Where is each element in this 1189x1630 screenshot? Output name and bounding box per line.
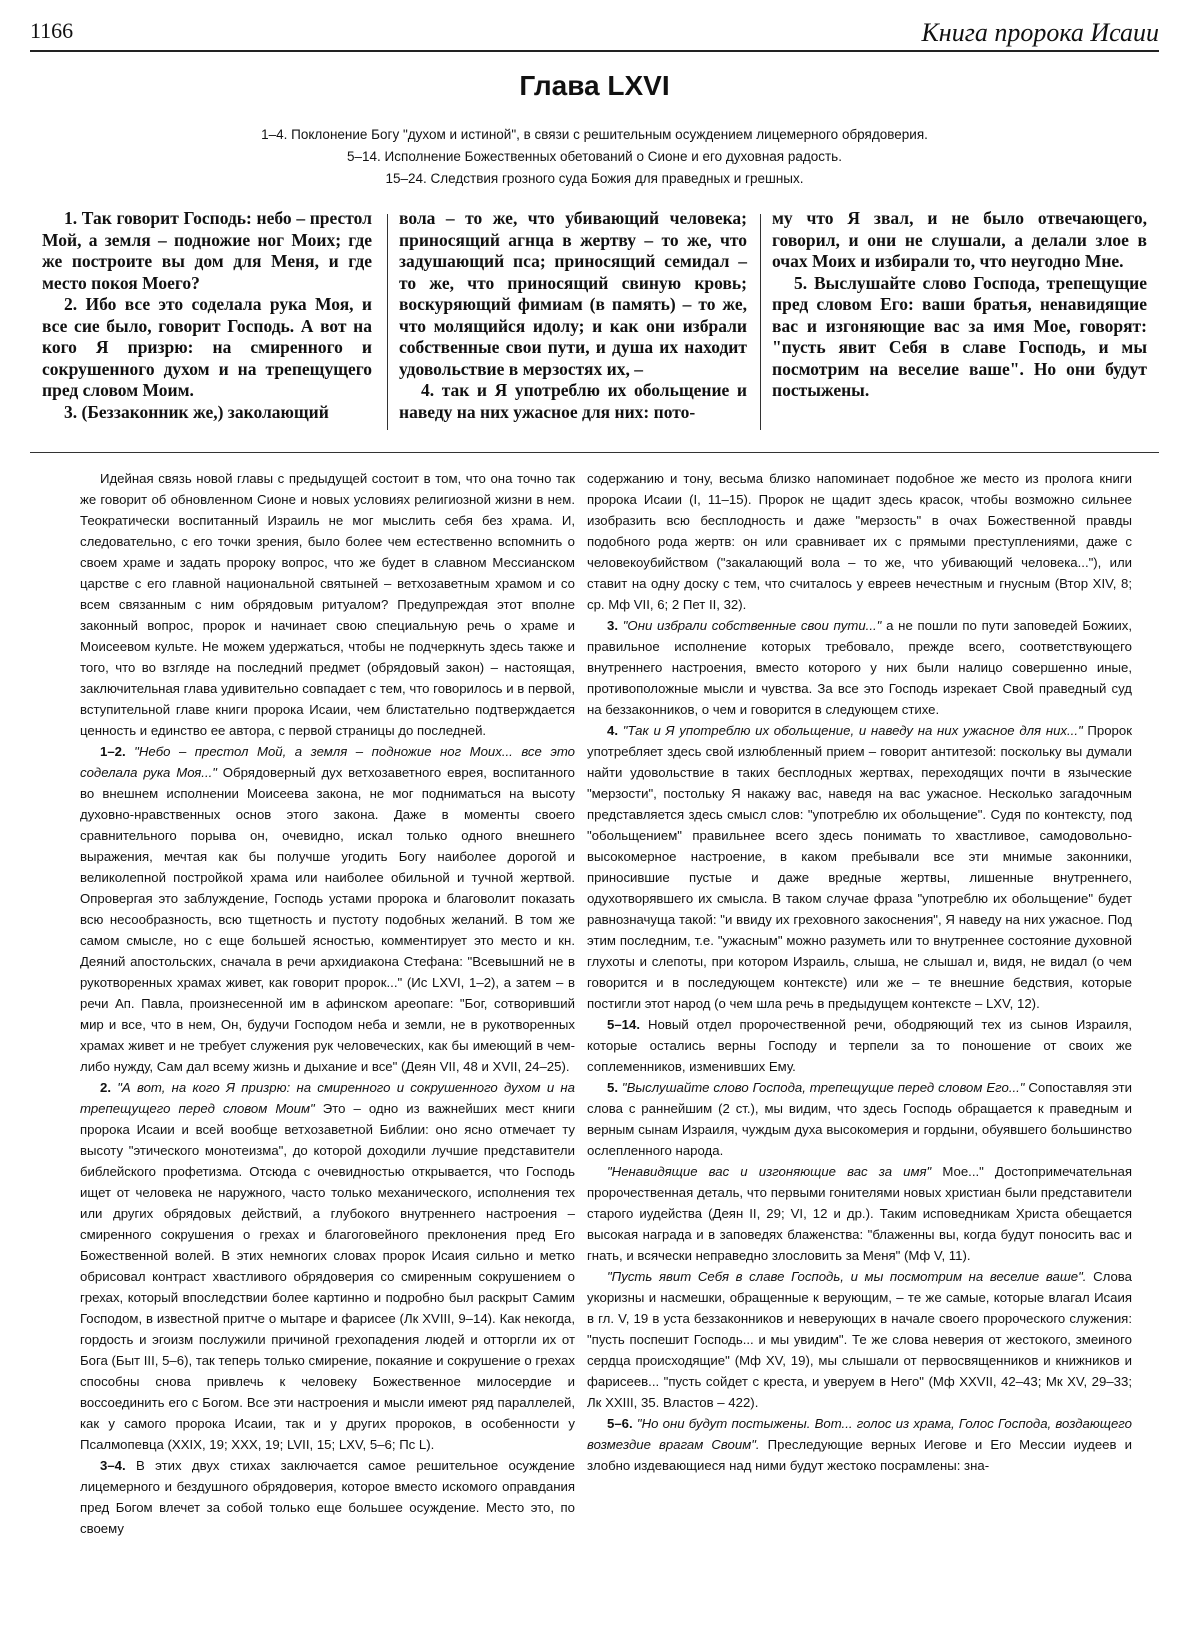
chapter-title: Глава LXVI	[519, 70, 670, 101]
verse-reference: 4.	[607, 723, 618, 738]
commentary-text: Слова укоризны и насмешки, обращенные к верующим, – те же самые, которые влагал Исаия в гл. V, 19 в уста беззаконников и неверующих в начале своего пророческого служения: "пусть поспешит Господь... и мы увидим". Те же слова неверия от жестокого, змеиного сердца происходящие" (Мф XV, 19), мы слышали от первосвященников и книжников и фарисеев... "пусть сойдет с креста, и уверуем в Него" (Мф XXVII, 42–43; Мк XV, 29–33; Лк XXIII, 35. Властов – 422).	[587, 1269, 1132, 1410]
commentary-text: содержанию и тону, весьма близко напоминает подобное же место из пролога книги пророка Исаии (I, 11–15). Пророк не щадит здесь красок, чтобы возможно сильнее изобразить всю бесплодность и даже "мерзость" в очах Божественной правды подобного рода жертв: он или сравнивает их с прямыми преступлениями, даже с человекоубийством ("закалающий вола – то же, что убивающий человека..."), или ставит на одну доску с тем, что считалось у евреев нечестным и гнусным (Втор XIV, 8; ср. Мф VII, 6; 2 Пет II, 32).	[587, 471, 1132, 612]
commentary-text: В этих двух стихах заключается самое решительное осуждение лицемерного и бездушного обрядоверия, которое вместо искомого оправдания пред Богом влечет за собой только еще большее осуждение. Место это, по своему	[80, 1458, 575, 1536]
commentary-paragraph	[587, 720, 1132, 1014]
scripture-quote: "Пусть явит Себя в славе Господь, и мы посмотрим на веселие ваше".	[607, 1269, 1087, 1284]
commentary-column-left	[80, 468, 575, 1539]
commentary-text: Мое..." Достопримечательная пророчественная деталь, что первыми гонителями новых христиан были представители старого иудейства (Деян II, 29; VI, 12 и др.). Таким исповедникам Христа обещается высокая награда и в заповедях блаженства: "блаженны вы, когда будут поносить вас и гнать, и всячески неправедно злословить за Меня" (Мф V, 11).	[587, 1164, 1132, 1263]
section-rule	[30, 452, 1159, 453]
commentary-paragraph	[80, 1077, 575, 1455]
verse-reference: 3.	[607, 618, 618, 633]
verse-paragraph: 3. (Беззаконник же,) заколающий	[64, 401, 329, 422]
commentary-paragraph	[587, 1266, 1132, 1413]
verse-reference: 5–6.	[607, 1416, 633, 1431]
header-rule	[30, 50, 1159, 52]
verse-column-2	[399, 208, 747, 423]
verse-paragraph: вола – то же, что убивающий человека; приносящий агнца в жертву – то же, что задушающий пса; приносящий семидал – то же, что приносящий свиную кровь; воскуряющий фимиам (в память) – то же, что молящийся идолу; и как они избрали собственные свои пути, и душа их находит удовольствие в мерзостях их, –	[399, 208, 747, 379]
verse-reference: 1–2.	[100, 744, 126, 759]
commentary-paragraph	[587, 468, 1132, 615]
commentary-text: Новый отдел пророчественной речи, ободряющий тех из сынов Израиля, которые остались верны Господу и терпели за то поношение от своих же соплеменников, изменивших Ему.	[587, 1017, 1132, 1074]
commentary-paragraph	[587, 1077, 1132, 1161]
scripture-quote: "Небо – престол Мой, а земля – подножие ног Моих... все это соделала рука Моя..."	[80, 744, 575, 780]
verse-column-3	[772, 208, 1147, 402]
verse-text	[42, 208, 1147, 440]
commentary-paragraph	[587, 1161, 1132, 1266]
summary-line: 5–14. Исполнение Божественных обетований о Сионе и его духовная радость.	[347, 149, 842, 164]
running-head	[30, 12, 1159, 52]
commentary-paragraph	[80, 1455, 575, 1539]
summary-line: 1–4. Поклонение Богу "духом и истиной", в связи с решительным осуждением лицемерного обрядоверия.	[261, 127, 928, 142]
column-divider	[760, 214, 761, 430]
commentary-paragraph	[587, 1014, 1132, 1077]
verse-reference: 5–14.	[607, 1017, 641, 1032]
chapter-summary	[60, 124, 1129, 190]
commentary-text: а не пошли по пути заповедей Божиих, правильное исполнение которых требовало, прежде всего, соответствующего внутреннего настроения, вместо которого у них были налицо совершенно иные, противоположные мысли и чувства. За все это Господь изрекает Свой праведный суд на беззаконников, о чем и говорится в следующем стихе.	[587, 618, 1132, 717]
commentary-paragraph	[80, 468, 575, 741]
scripture-quote: "Они избрали собственные свои пути..."	[622, 618, 882, 633]
verse-reference: 5.	[607, 1080, 618, 1095]
verse-paragraph: 4. так и Я употреблю их обольщение и наведу на них ужасное для них: пото-	[399, 380, 747, 422]
commentary-text: Идейная связь новой главы с предыдущей состоит в том, что она точно так же говорит об обновленном Сионе и новых условиях религиозной жизни в нем. Теократически воспитанный Израиль не мог мыслить себя без храма. И, следовательно, с его точки зрения, было более чем естественно вспомнить о своем храме и задать пророку вопрос, что же будет в славном Мессианском царстве с его главной национальной святыней – ветхозаветным храмом и со всем связанным с ним обрядовым ритуалом? Предупреждая этот вполне законный вопрос, пророк и начинает свою специальную речь о храме и Моисеевом культе. Не можем удержаться, чтобы не подчеркнуть здесь также и того, что во взгляде на последний предмет (обрядовый закон) – настоящая, заключительная глава удивительно совпадает с тем, что говорилось и в первой, вступительной главе книги пророка Исаии, чем блистательно подтверждается ценность и единство ее автора, с первой страницы до последней.	[80, 471, 575, 738]
commentary-text: Это – одно из важнейших мест книги пророка Исаии и всей вообще ветхозаветной Библии: оно ясно отмечает ту высоту "этического монотеизма", до которой доходили лучшие представители библейского профетизма. Отсюда с очевидностью открывается, что Господь ищет от человека не наружного, часто только механического, исполнения тех или других обрядовых действий, а глубокого внутреннего настроения – смиренного сокрушения о грехах и благоговейного преклонения пред Его Божественной волей. В этих немногих словах пророк Исаия сильно и метко обрисовал контраст хвастливого обрядоверия со смиренным сокрушением о грехах, который впоследствии более картинно и подробно был раскрыт Самим Господом, в известной притче о мытаре и фарисее (Лк XVIII, 9–14). Как некогда, гордость и эгоизм послужили причиной грехопадения людей и отторгли их от Бога (Быт III, 5–6), так теперь только смирение, покаяние и сокрушение о грехах способны снова привлечь к человеку Божественное милосердие и воссоединить его с Богом. Все эти настроения и мысли имеют ряд параллелей, как у самого пророка Исаии, так и у других пророков, в особенности у Псалмопевца (XXIX, 19; XXX, 19; LVII, 15; LXV, 5–6; Пс L).	[80, 1101, 575, 1452]
summary-line: 15–24. Следствия грозного суда Божия для праведных и грешных.	[385, 171, 804, 186]
commentary-paragraph	[587, 1413, 1132, 1476]
commentary-paragraph	[587, 615, 1132, 720]
commentary-column-right	[587, 468, 1132, 1476]
scripture-quote: "А вот, на кого Я призрю: на смиренного и сокрушенного духом и на трепещущего перед словом Моим"	[80, 1080, 575, 1116]
verse-reference: 2.	[100, 1080, 111, 1095]
verse-paragraph: 1. Так говорит Господь: небо – престол Мой, а земля – подножие ног Моих; где же построите вы дом для Меня, и где место покоя Моего?	[42, 208, 372, 293]
verse-paragraph: 2. Ибо все это соделала рука Моя, и все сие было, говорит Господь. А вот на кого Я призрю: на смиренного и сокрушенного духом и на трепещущего пред словом Моим.	[42, 294, 372, 400]
verse-paragraph: му что Я звал, и не было отвечающего, говорил, и они не слушали, а делали злое в очах Моих и избирали то, что неугодно Мне.	[772, 208, 1147, 271]
commentary-text: Преследующие верных Иегове и Его Мессии иудеев и злобно издевающиеся над ними будут жестоко посрамлены: зна-	[587, 1437, 1132, 1473]
book-title: Книга пророка Исаии	[921, 18, 1159, 47]
verse-column-1	[42, 208, 372, 423]
commentary-text: Обрядоверный дух ветхозаветного еврея, воспитанного во внешнем исполнении Моисеева закона, не мог подниматься на высоту духовно-нравственных основ этого закона. Даже в моменты своего сравнительного порыва он, очевидно, искал только одного внешнего выражения, мечтая как бы получше угодить Богу наиболее дорогой и великолепной постройкой храма или наиболее обильной и тучной жертвой. Опровергая это заблуждение, Господь устами пророка и благоволит показать всю несообразность, всю тщетность и пустоту подобных желаний. В том же самом смысле, но с еще большей ясностью, комментирует это место и кн. Деяний апостольских, сначала в речи архидиакона Стефана: "Всевышний не в рукотворенных храмах живет, как говорит пророк..." (Ис LXVI, 1–2), а затем – в речи Ап. Павла, произнесенной им в афинском ареопаге: "Бог, сотворивший мир и все, что в нем, Он, будучи Господом неба и земли, не в рукотворенных храмах живет и не требует служения рук человеческих, как бы имеющий в чем-либо нужду, Сам дал всему жизнь и дыхание и все" (Деян VII, 48 и XVII, 24–25).	[80, 765, 575, 1074]
verse-reference: 3–4.	[100, 1458, 126, 1473]
commentary-paragraph	[80, 741, 575, 1077]
scripture-quote: "Так и Я употреблю их обольщение, и наведу на них ужасное для них..."	[622, 723, 1083, 738]
column-divider	[387, 214, 388, 430]
scripture-quote: "Но они будут постыжены. Вот... голос из храма, Голос Господа, воздающего возмездие врагам Своим".	[587, 1416, 1132, 1452]
scripture-quote: "Ненавидящие вас и изгоняющие вас за имя"	[607, 1164, 932, 1179]
commentary-text: Пророк употребляет здесь свой излюбленный прием – говорит антитезой: поскольку вы думали найти удовольствие в таких бесплодных жертвах, переходящих почти в языческие "мерзости", постольку Я накажу вас, наведя на вас ужасное. Несколько загадочным представляется здесь смысл слов: "употреблю их обольщение". Судя по контексту, под "обольщением" правильнее всего здесь понимать то хвастливое, самодовольно-высокомерное настроение, в каком пребывали все эти мнимые законники, приносившие пустые и даже вредные жертвы, лишенные внутреннего, одухотворявшего их смысла. В таком случае фраза "употреблю их обольщение" будет равнозначуща такой: "и ввиду их греховного закоснения", Я наведу на них ужасное. Под этим последним, т.е. "ужасным" можно разуметь или то внутреннее состояние духовной глухоты и слепоты, при котором Израиль, слыша, не слышал и, видя, не видал (о чем говорится и в последующем контексте) или же – те внешние бедствия, которые постигли этот народ (о чем шла речь в предыдущем контексте – LXV, 12).	[587, 723, 1132, 1011]
page-number: 1166	[30, 18, 74, 43]
commentary-text: Сопоставляя эти слова с раннейшим (2 ст.), мы видим, что здесь Господь обращается к праведным и верным сынам Израиля, чуждым духа высокомерия и гордыни, обуявшего большинство ослепленного народа.	[587, 1080, 1132, 1158]
verse-paragraph: 5. Выслушайте слово Господа, трепещущие пред словом Его: ваши братья, ненавидящие вас и изгоняющие вас за имя Мое, говорят: "пусть явит Себя в славе Господь, и мы посмотрим на веселие ваше". Но они будут постыжены.	[772, 272, 1147, 400]
scripture-quote: "Выслушайте слово Господа, трепещущие перед словом Его..."	[621, 1080, 1025, 1095]
